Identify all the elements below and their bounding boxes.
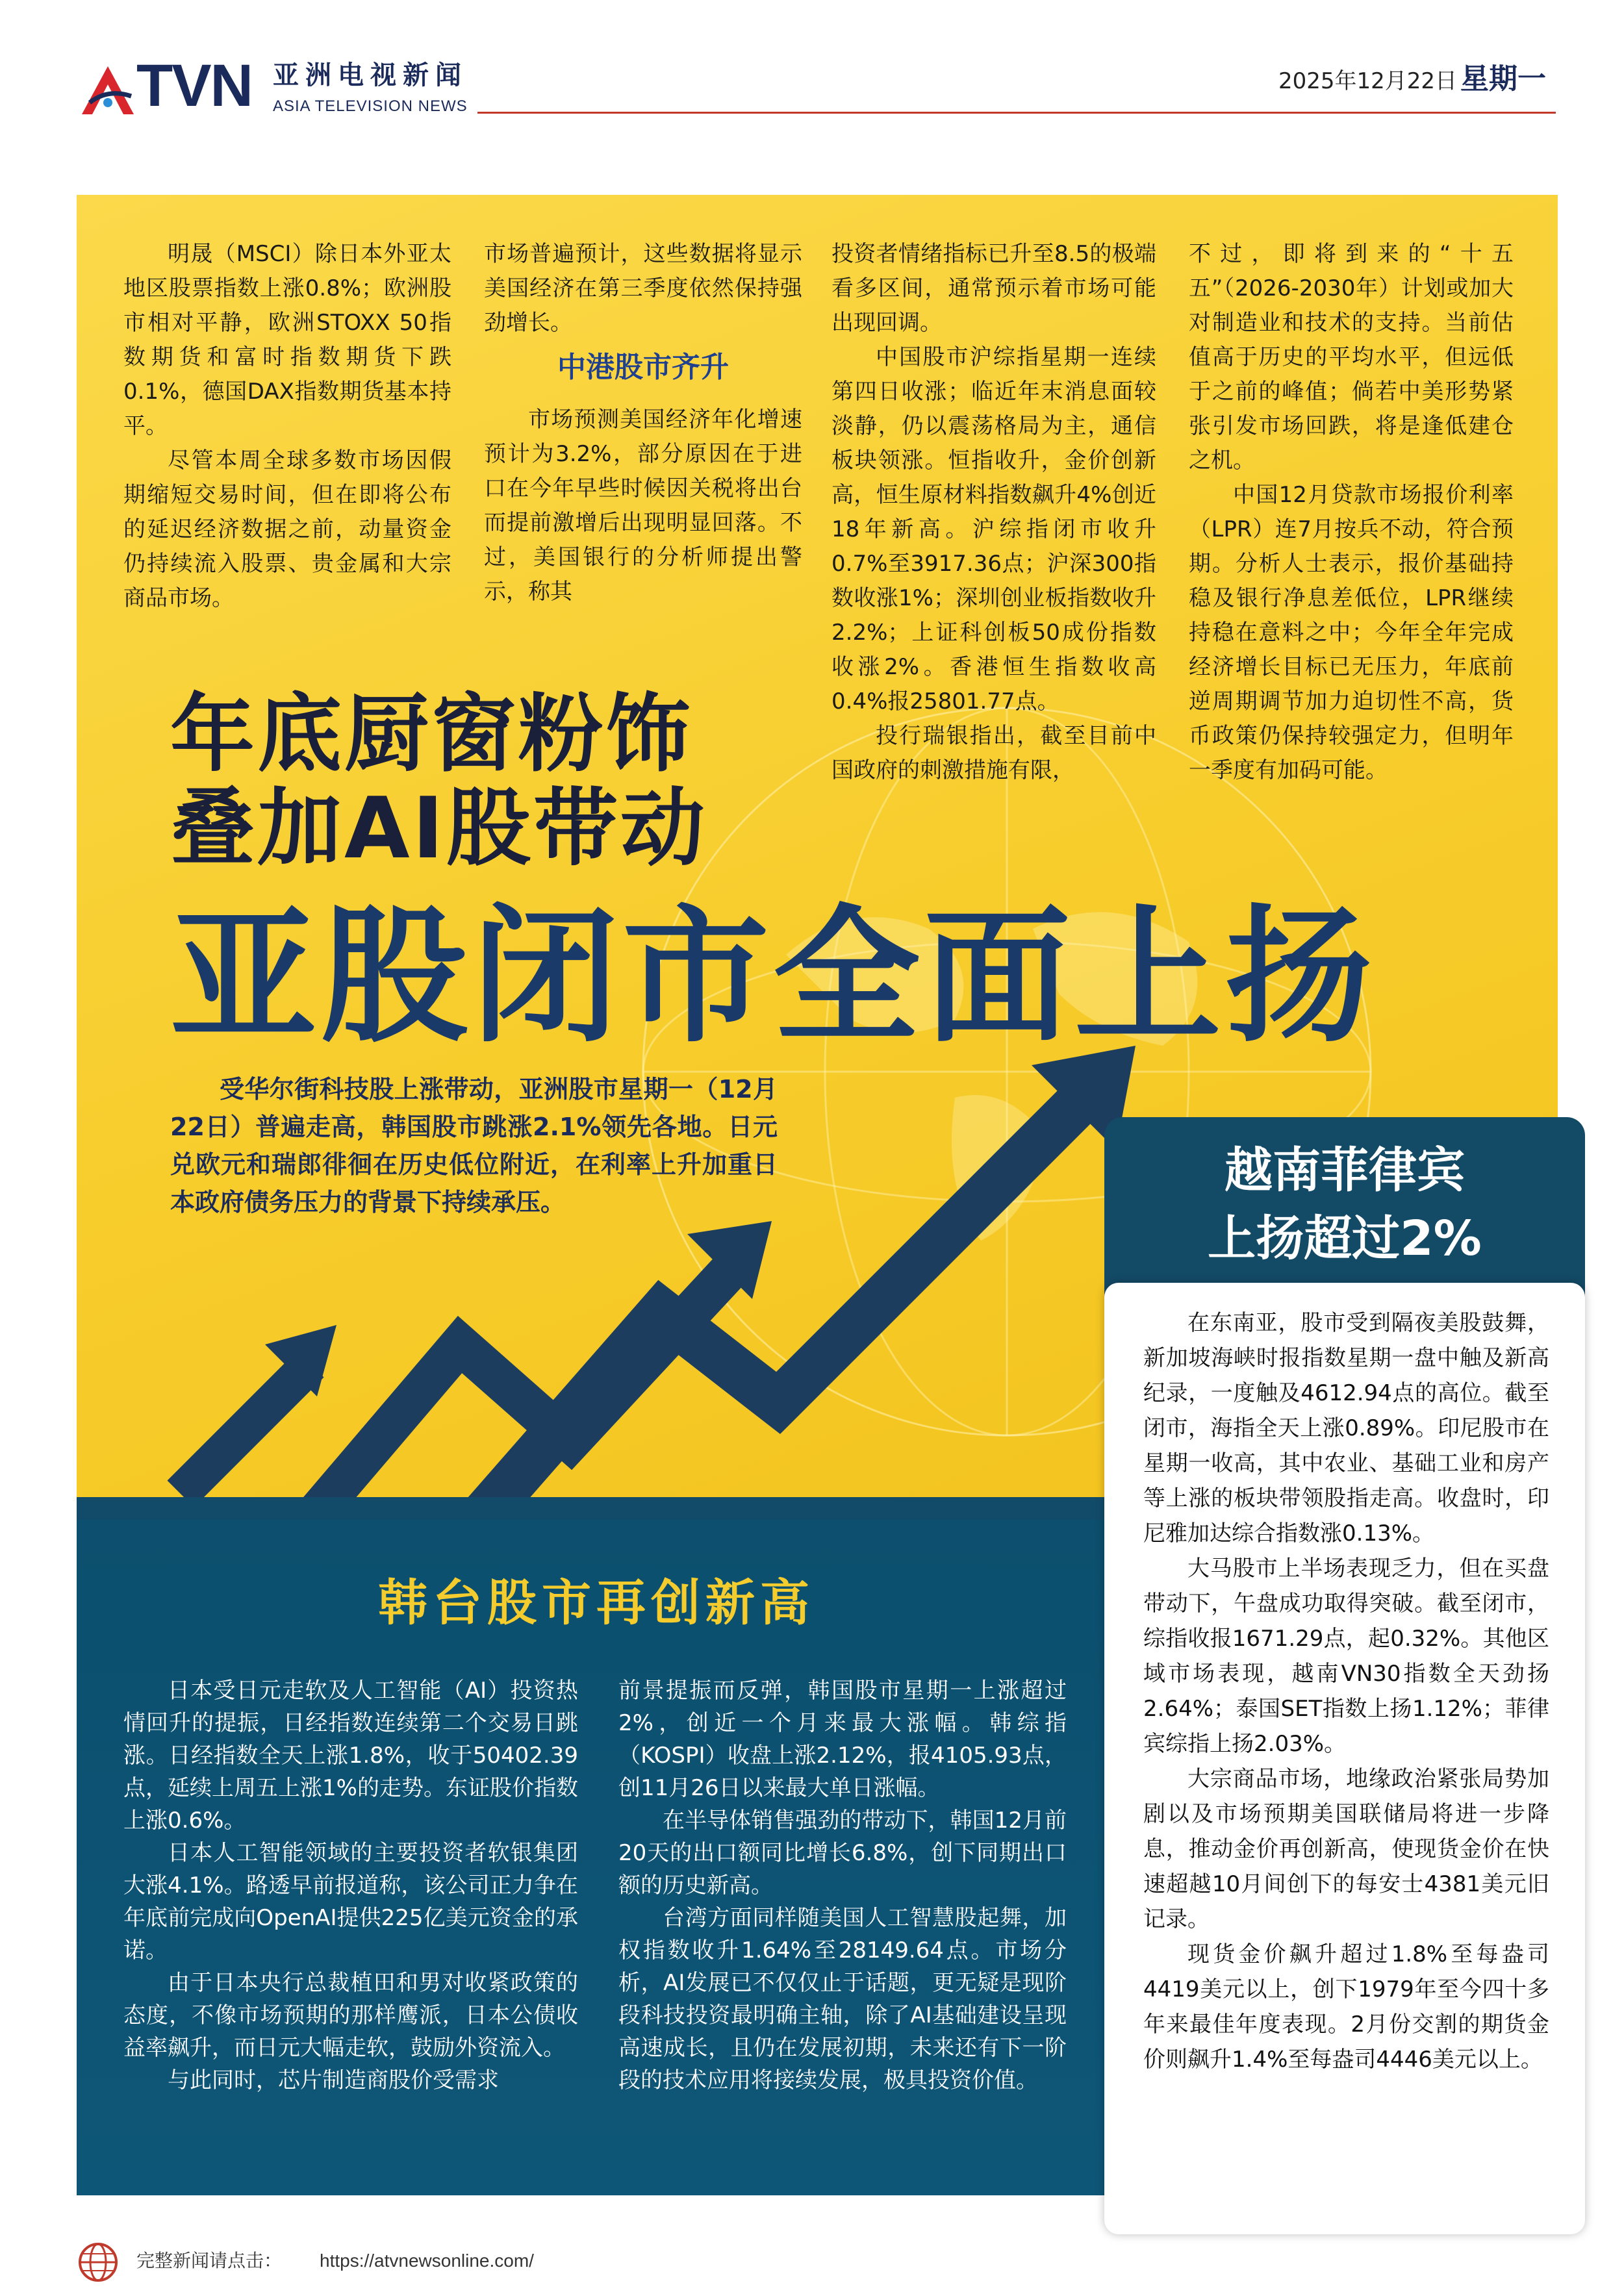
paragraph: 市场普遍预计，这些数据将显示美国经济在第三季度依然保持强劲增长。: [484, 241, 802, 336]
article-column-2: [484, 237, 802, 609]
full-news-link[interactable]: https://atvnewsonline.com/: [320, 2251, 534, 2271]
article-column-1: [123, 237, 451, 616]
lead-text: 受华尔街科技股上涨带动，亚洲股市星期一（12月22日）普遍走高，韩国股市跳涨2.1%领先各地。日元兑欧元和瑞郎徘徊在历史低位附近，在利率上升加重日本政府债务压力的背景下持续承压。: [170, 1075, 778, 1217]
paragraph: 在东南亚，股市受到隔夜美股鼓舞，新加坡海峡时报指数星期一盘中触及新高纪录，一度触及4612.94点的高位。截至闭市，海指全天上涨0.89%。印尼股市在星期一收高，其中农业、基础工业和房产等上涨的板块带领股指走高。收盘时，印尼雅加达综合指数涨0.13%。: [1143, 1310, 1549, 1546]
footer-label: 完整新闻请点击：: [136, 2250, 283, 2271]
paragraph: 明晟（MSCI）除日本外亚太地区股票指数上涨0.8%；欧洲股市相对平静，欧洲STOXX 50指数期货和富时指数期货下跌0.1%，德国DAX指数期货基本持平。: [123, 241, 451, 439]
paragraph: 不过，即将到来的“十五五”（2026-2030年）计划或加大对制造业和技术的支持。当前估值高于历史的平均水平，但远低于之前的峰值；倘若中美形势紧张引发市场回跌，将是逢低建仓之机。: [1189, 241, 1514, 473]
paragraph: 中国股市沪综指星期一连续第四日收涨；临近年末消息面较淡静，仍以震荡格局为主，通信板块领涨。恒指收升，金价创新高，恒生原材料指数飙升4%创近18年新高。沪综指闭市收升0.7%至3917.36点；沪深300指数收涨1%；深圳创业板指数收升2.2%；上证科创板50成份指数收涨2%。香港恒生指数收高0.4%报25801.77点。: [831, 344, 1156, 714]
korea-taiwan-column-2: [618, 1674, 1067, 2097]
issue-date: 2025年12月22日: [1278, 68, 1458, 94]
paragraph: 市场预测美国经济年化增速预计为3.2%，部分原因在于进口在今年早些时候因关税将出台而提前激增后出现明显回落。不过，美国银行的分析师提出警示，称其: [484, 407, 802, 605]
sidebar-body: [1143, 1306, 1549, 2077]
paragraph: 由于日本央行总裁植田和男对收紧政策的态度，不像市场预期的那样鹰派，日本公债收益率飙升，而日元大幅走软，鼓励外资流入。: [123, 1970, 578, 2061]
headline-line-2: 叠加AI股带动: [170, 779, 707, 877]
paragraph: 大马股市上半场表现乏力，但在买盘带动下，午盘成功取得突破。截至闭市，综指收报1671.29点，起0.32%。其他区域市场表现，越南VN30指数全天劲扬2.64%；泰国SET指数上扬1.12%；菲律宾综指上扬2.03%。: [1143, 1556, 1549, 1757]
rising-arrows-graphic: [77, 1039, 1181, 1520]
article-column-3: [831, 237, 1156, 788]
paragraph: 大宗商品市场，地缘政治紧张局势加剧以及市场预期美国联储局将进一步降息，推动金价再创新高，使现货金价在快速超越10月间创下的每安士4381美元旧记录。: [1143, 1766, 1549, 1932]
paragraph: 与此同时，芯片制造商股价受需求: [168, 2067, 499, 2093]
globe-link-icon: [77, 2241, 120, 2284]
section-title: 韩台股市再创新高: [378, 1574, 815, 1632]
article-column-4: [1189, 237, 1514, 788]
issue-weekday: 星期一: [1460, 62, 1546, 95]
paragraph: 台湾方面同样随美国人工智慧股起舞，加权指数收升1.64%至28149.64点。市场分析，AI发展已不仅仅止于话题，更无疑是现阶段科技投资最明确主轴，除了AI基础建设呈现高速成长，且仍在发展初期，未来还有下一阶段的技术应用将接续发展，极具投资价值。: [618, 1905, 1067, 2093]
paragraph: 投资者情绪指标已升至8.5的极端看多区间，通常预示着市场可能出现回调。: [831, 241, 1156, 336]
paragraph: 前景提振而反弹，韩国股市星期一上涨超过2%，创近一个月来最大涨幅。韩综指（KOSPI）收盘上涨2.12%，报4105.93点，创11月26日以来最大单日涨幅。: [618, 1678, 1067, 1801]
section-subhead: 中港股市齐升: [557, 351, 729, 384]
paragraph: 现货金价飙升超过1.8%至每盎司4419美元以上，创下1979年至今四十多年来最佳年度表现。2月份交割的期货金价则飙升1.4%至每盎司4446美元以上。: [1143, 1941, 1549, 2073]
header-divider: [477, 112, 1556, 114]
sidebar-title-line-2: 上扬超过2%: [1208, 1211, 1482, 1267]
section-band-strip: [77, 1497, 1116, 1523]
brand-name-cn: 亚洲电视新闻: [273, 60, 468, 90]
logo-wordmark: TVN: [136, 53, 252, 119]
brand-name-en: ASIA TELEVISION NEWS: [273, 97, 468, 115]
sidebar-title-line-1: 越南菲律宾: [1224, 1142, 1465, 1198]
paragraph: 日本受日元走软及人工智能（AI）投资热情回升的提振，日经指数连续第二个交易日跳涨。日经指数全天上涨1.8%，收于50402.39点，延续上周五上涨1%的走势。东证股价指数上涨0.6%。: [123, 1678, 578, 1834]
paragraph: 日本人工智能领域的主要投资者软银集团大涨4.1%。路透早前报道称，该公司正力争在年底前完成向OpenAI提供225亿美元资金的承诺。: [123, 1840, 578, 1963]
paragraph: 在半导体销售强劲的带动下，韩国12月前20天的出口额同比增长6.8%，创下同期出口额的历史新高。: [618, 1808, 1067, 1899]
main-headline: 亚股闭市全面上扬: [170, 892, 1377, 1063]
atvn-logo-icon: [77, 62, 139, 118]
paragraph: 尽管本周全球多数市场因假期缩短交易时间，但在即将公布的延迟经济数据之前，动量资金仍持续流入股票、贵金属和大宗商品市场。: [123, 448, 451, 611]
headline-line-1: 年底厨窗粉饰: [170, 685, 693, 783]
paragraph: 投行瑞银指出，截至目前中国政府的刺激措施有限，: [831, 723, 1156, 783]
paragraph: 中国12月贷款市场报价利率（LPR）连7月按兵不动，符合预期。分析人士表示，报价基础持稳及银行净息差低位，LPR继续持稳在意料之中；今年全年完成经济增长目标已无压力，年底前逆周期调节加力迫切性不高，货币政策仍保持较强定力，但明年一季度有加码可能。: [1189, 482, 1514, 783]
korea-taiwan-column-1: [123, 1674, 578, 2097]
